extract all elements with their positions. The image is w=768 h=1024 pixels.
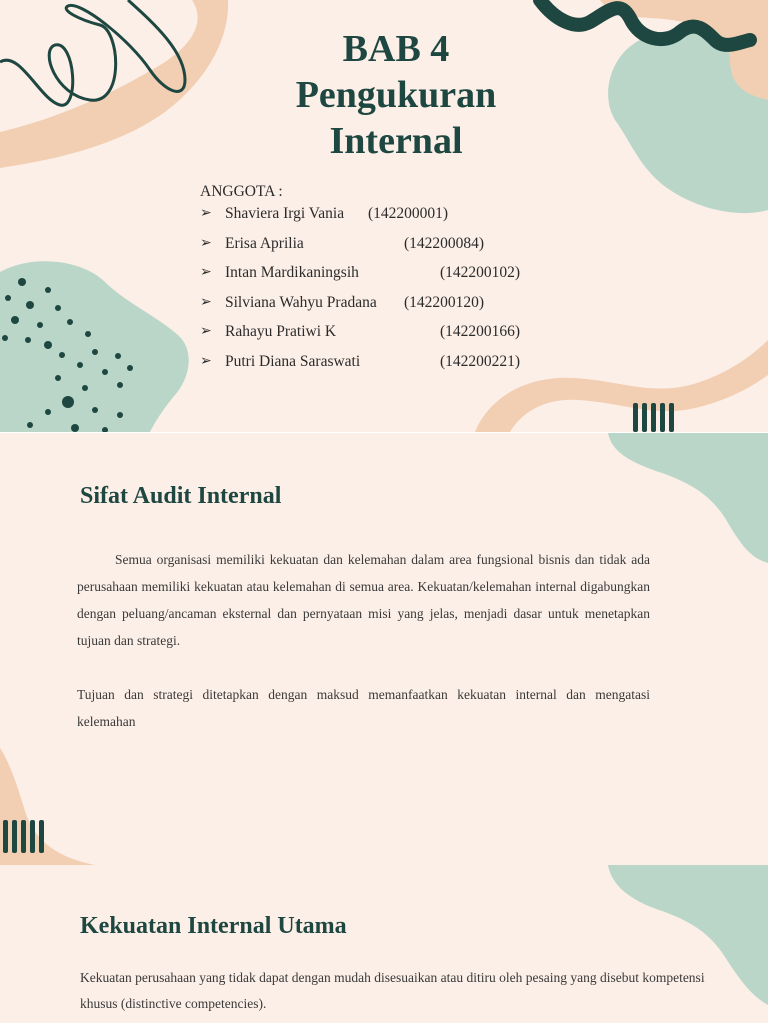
member-item xyxy=(200,323,521,353)
member-name: Intan Mardikaningsih xyxy=(225,264,359,281)
title-line-2: Pengukuran xyxy=(295,74,497,116)
member-item xyxy=(200,234,485,265)
member-item xyxy=(200,264,521,294)
members-list xyxy=(200,183,521,382)
section-heading: Kekuatan Internal Utama xyxy=(80,913,347,939)
title-line-3: Internal xyxy=(329,120,463,162)
member-nim: (142200084) xyxy=(404,234,485,252)
arrow-bullet-icon: ➢ xyxy=(200,235,212,251)
mint-blob-top-right xyxy=(608,433,768,563)
member-name: Shaviera Irgi Vania xyxy=(225,205,345,222)
section-heading: Sifat Audit Internal xyxy=(80,483,282,509)
member-nim: (142200166) xyxy=(440,323,521,340)
body-paragraph: Tujuan dan strategi ditetapkan dengan maksud memanfaatkan kekuatan internal dan mengatasi kelemahan xyxy=(77,687,650,729)
arrow-bullet-icon: ➢ xyxy=(200,294,212,310)
member-name: Putri Diana Saraswati xyxy=(225,352,361,370)
member-item xyxy=(200,293,485,324)
member-nim: (142200221) xyxy=(440,352,521,370)
title-slide xyxy=(0,0,768,432)
member-nim: (142200120) xyxy=(404,293,485,311)
title-line-1: BAB 4 xyxy=(342,28,450,70)
content-slide-kekuatan-internal xyxy=(0,865,768,1023)
body-paragraph: Semua organisasi memiliki kekuatan dan kelemahan dalam area fungsional bisnis dan tidak ada perusahaan memiliki kekuatan atau kelemahan di semua area. Kekuatan/kelemahan internal digabungkan dengan peluang/ancaman eksternal dan pernyataan misi yang jelas, menjadi dasar untuk menetapkan tujuan dan strategi. xyxy=(77,552,650,648)
member-item xyxy=(200,352,521,383)
member-nim: (142200102) xyxy=(440,264,521,281)
member-name: Silviana Wahyu Pradana xyxy=(225,293,377,311)
mint-blob-bottom-left xyxy=(0,261,189,432)
member-item xyxy=(200,205,449,235)
member-nim: (142200001) xyxy=(368,205,449,222)
slide-title xyxy=(246,26,546,164)
member-name: Rahayu Pratiwi K xyxy=(225,323,337,340)
arrow-bullet-icon: ➢ xyxy=(200,353,212,369)
arrow-bullet-icon: ➢ xyxy=(200,324,212,339)
members-label: ANGGOTA : xyxy=(200,183,283,200)
body-paragraph: Kekuatan perusahaan yang tidak dapat dengan mudah disesuaikan atau ditiru oleh pesaing yang disebut kompetensi khusus (distinctive competencies). xyxy=(80,970,705,1011)
content-slide-sifat-audit xyxy=(0,433,768,865)
arrow-bullet-icon: ➢ xyxy=(200,265,212,280)
member-name: Erisa Aprilia xyxy=(225,234,304,252)
arrow-bullet-icon: ➢ xyxy=(200,206,212,221)
